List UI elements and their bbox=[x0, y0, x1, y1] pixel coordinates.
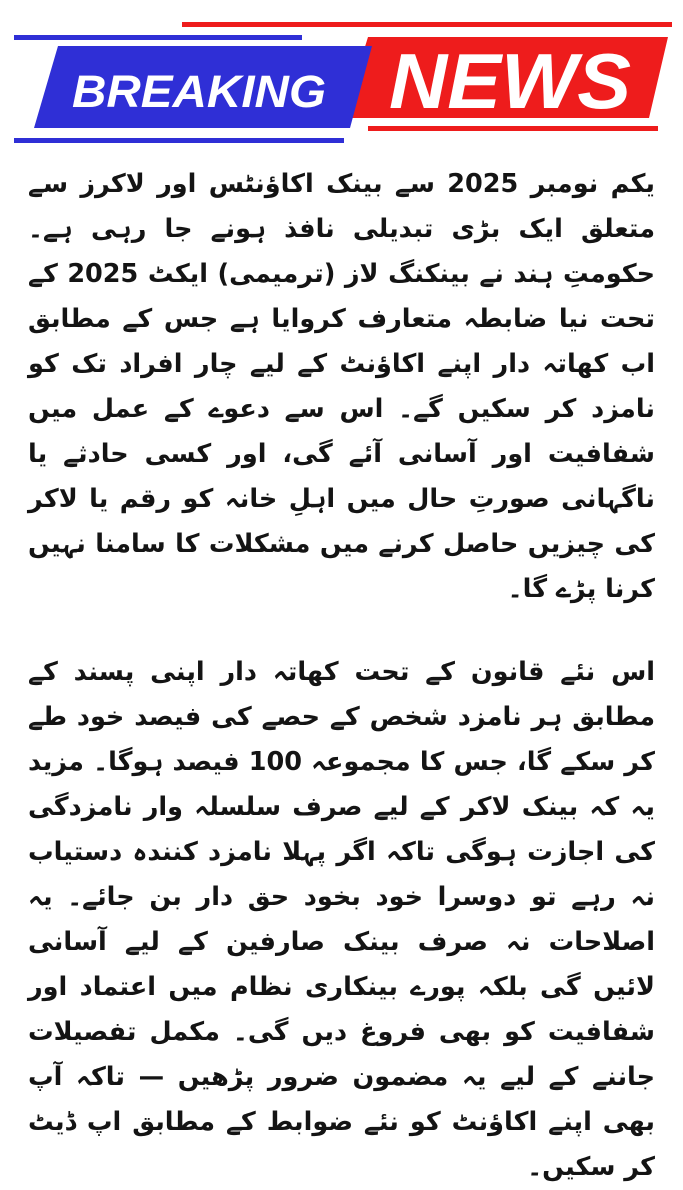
article-body bbox=[28, 162, 655, 1190]
article-paragraph: اس نئے قانون کے تحت کھاتہ دار اپنی پسند کے مطابق ہر نامزد شخص کے حصے کی فیصد خود طے کر سکے گا، جس کا مجموعہ 100 فیصد ہوگا۔ مزید یہ کہ بینک لاکر کے لیے صرف سلسلہ وار نامزدگی کی اجازت ہوگی تاکہ اگر پہلا نامزد کنندہ دستیاب نہ رہے تو دوسرا خود بخود حق دار بن جائے۔ یہ اصلاحات نہ صرف بینک صارفین کے لیے آسانی لائیں گی بلکہ پورے بینکاری نظام میں اعتماد اور شفافیت کو بھی فروغ دیں گی۔ مکمل تفصیلات جاننے کے لیے یہ مضمون ضرور پڑھیں — تاکہ آپ بھی اپنے اکاؤنٹ کو نئے ضوابط کے مطابق اپ ڈیٹ کر سکیں۔ bbox=[28, 657, 656, 1182]
bottom-stripe-red bbox=[368, 126, 658, 131]
top-stripe-blue bbox=[14, 35, 302, 40]
breaking-news-banner bbox=[0, 0, 683, 150]
breaking-label: BREAKING bbox=[72, 66, 326, 117]
top-stripe-red bbox=[182, 22, 672, 27]
bottom-stripe-blue bbox=[14, 138, 344, 143]
news-label: NEWS bbox=[389, 37, 631, 125]
breaking-news-graphic bbox=[0, 0, 683, 150]
article-paragraph: یکم نومبر 2025 سے بینک اکاؤنٹس اور لاکرز سے متعلق ایک بڑی تبدیلی نافذ ہونے جا رہی ہے۔ حکومتِ ہند نے بینکنگ لاز (ترمیمی) ایکٹ 2025 کے تحت نیا ضابطہ متعارف کروایا ہے جس کے مطابق اب کھاتہ دار اپنے اکاؤنٹ کے لیے چار افراد تک کو نامزد کر سکیں گے۔ اس سے دعوے کے عمل میں شفافیت اور آسانی آئے گی، اور کسی حادثے یا ناگہانی صورتِ حال میں اہلِ خانہ کو رقم یا لاکر کی چیزیں حاصل کرنے میں مشکلات کا سامنا نہیں کرنا پڑے گا۔ bbox=[28, 169, 656, 604]
